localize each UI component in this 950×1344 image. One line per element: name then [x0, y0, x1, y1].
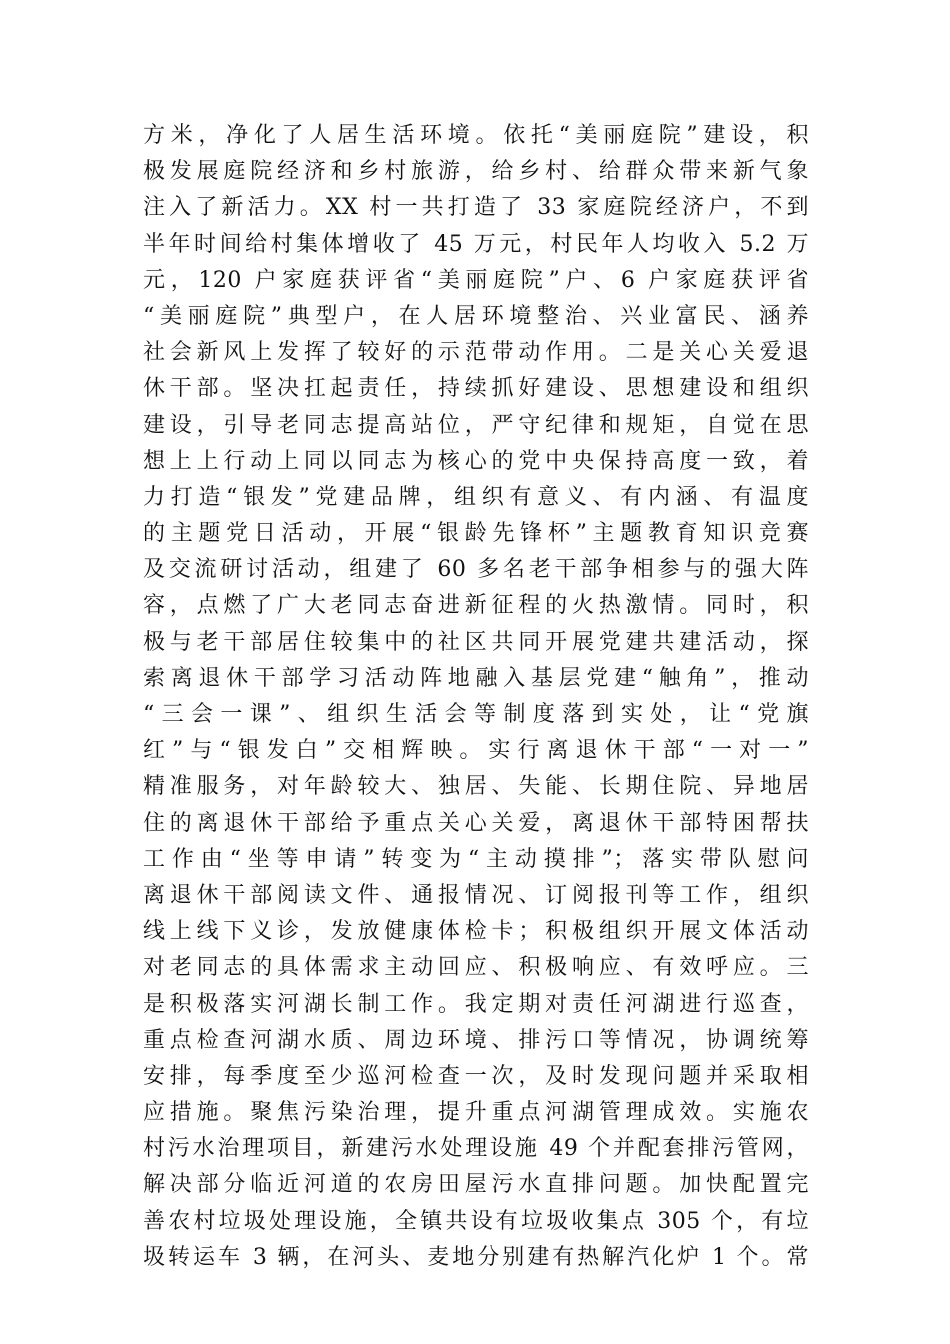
- text-line: 注入了新活力。XX 村一共打造了 33 家庭院经济户，不到: [143, 195, 809, 221]
- text-line: 想上上行动上同以同志为核心的党中央保持高度一致，着: [143, 448, 809, 474]
- text-line: 极与老干部居住较集中的社区共同开展党建共建活动，探: [143, 629, 809, 655]
- text-line: 善农村垃圾处理设施，全镇共设有垃圾收集点 305 个，有垃: [143, 1208, 809, 1234]
- body-text: [143, 118, 809, 1276]
- text-line: 休干部。坚决扛起责任，持续抓好建设、思想建设和组织: [143, 376, 809, 402]
- text-line: 是积极落实河湖长制工作。我定期对责任河湖进行巡查，: [143, 991, 809, 1017]
- text-line: 半年时间给村集体增收了 45 万元，村民年人均收入 5.2 万: [143, 231, 809, 257]
- text-line: 元，120 户家庭获评省“美丽庭院”户、6 户家庭获评省: [143, 267, 809, 293]
- text-line: 应措施。聚焦污染治理，提升重点河湖管理成效。实施农: [143, 1100, 809, 1126]
- text-line: 力打造“银发”党建品牌，组织有意义、有内涵、有温度: [143, 484, 809, 510]
- text-line: “美丽庭院”典型户，在人居环境整治、兴业富民、涵养: [143, 303, 809, 329]
- text-line: 线上线下义诊，发放健康体检卡；积极组织开展文体活动: [143, 919, 809, 945]
- text-line: 索离退休干部学习活动阵地融入基层党建“触角”，推动: [143, 665, 809, 691]
- text-line: 方米，净化了人居生活环境。依托“美丽庭院”建设，积: [143, 123, 809, 148]
- text-line: 精准服务，对年龄较大、独居、失能、长期住院、异地居: [143, 774, 809, 800]
- text-line: 重点检查河湖水质、周边环境、排污口等情况，协调统筹: [143, 1027, 809, 1053]
- text-line: 极发展庭院经济和乡村旅游，给乡村、给群众带来新气象: [143, 159, 809, 185]
- text-line: 解决部分临近河道的农房田屋污水直排问题。加快配置完: [143, 1172, 809, 1198]
- text-line: 容，点燃了广大老同志奋进新征程的火热激情。同时，积: [143, 593, 809, 619]
- text-line: 离退休干部阅读文件、通报情况、订阅报刊等工作，组织: [143, 882, 809, 908]
- text-line: 住的离退休干部给予重点关心关爱，离退休干部特困帮扶: [143, 810, 809, 836]
- text-line: 及交流研讨活动，组建了 60 多名老干部争相参与的强大阵: [143, 557, 809, 583]
- text-line: 红”与“银发白”交相辉映。实行离退休干部“一对一”: [143, 738, 809, 764]
- text-line: 的主题党日活动，开展“银龄先锋杯”主题教育知识竞赛: [143, 521, 809, 547]
- text-line: 村污水治理项目，新建污水处理设施 49 个并配套排污管网，: [143, 1136, 809, 1162]
- text-line: 圾转运车 3 辆，在河头、麦地分别建有热解汽化炉 1 个。常: [143, 1244, 809, 1270]
- text-line: 安排，每季度至少巡河检查一次，及时发现问题并采取相: [143, 1063, 809, 1089]
- text-line: 对老同志的具体需求主动回应、积极响应、有效呼应。三: [143, 955, 809, 981]
- text-line: “三会一课”、组织生活会等制度落到实处，让“党旗: [143, 702, 809, 727]
- text-line: 建设，引导老同志提高站位，严守纪律和规矩，自觉在思: [143, 412, 809, 438]
- text-line: 社会新风上发挥了较好的示范带动作用。二是关心关爱退: [143, 340, 809, 366]
- text-line: 工作由“坐等申请”转变为“主动摸排”；落实带队慰问: [143, 846, 809, 872]
